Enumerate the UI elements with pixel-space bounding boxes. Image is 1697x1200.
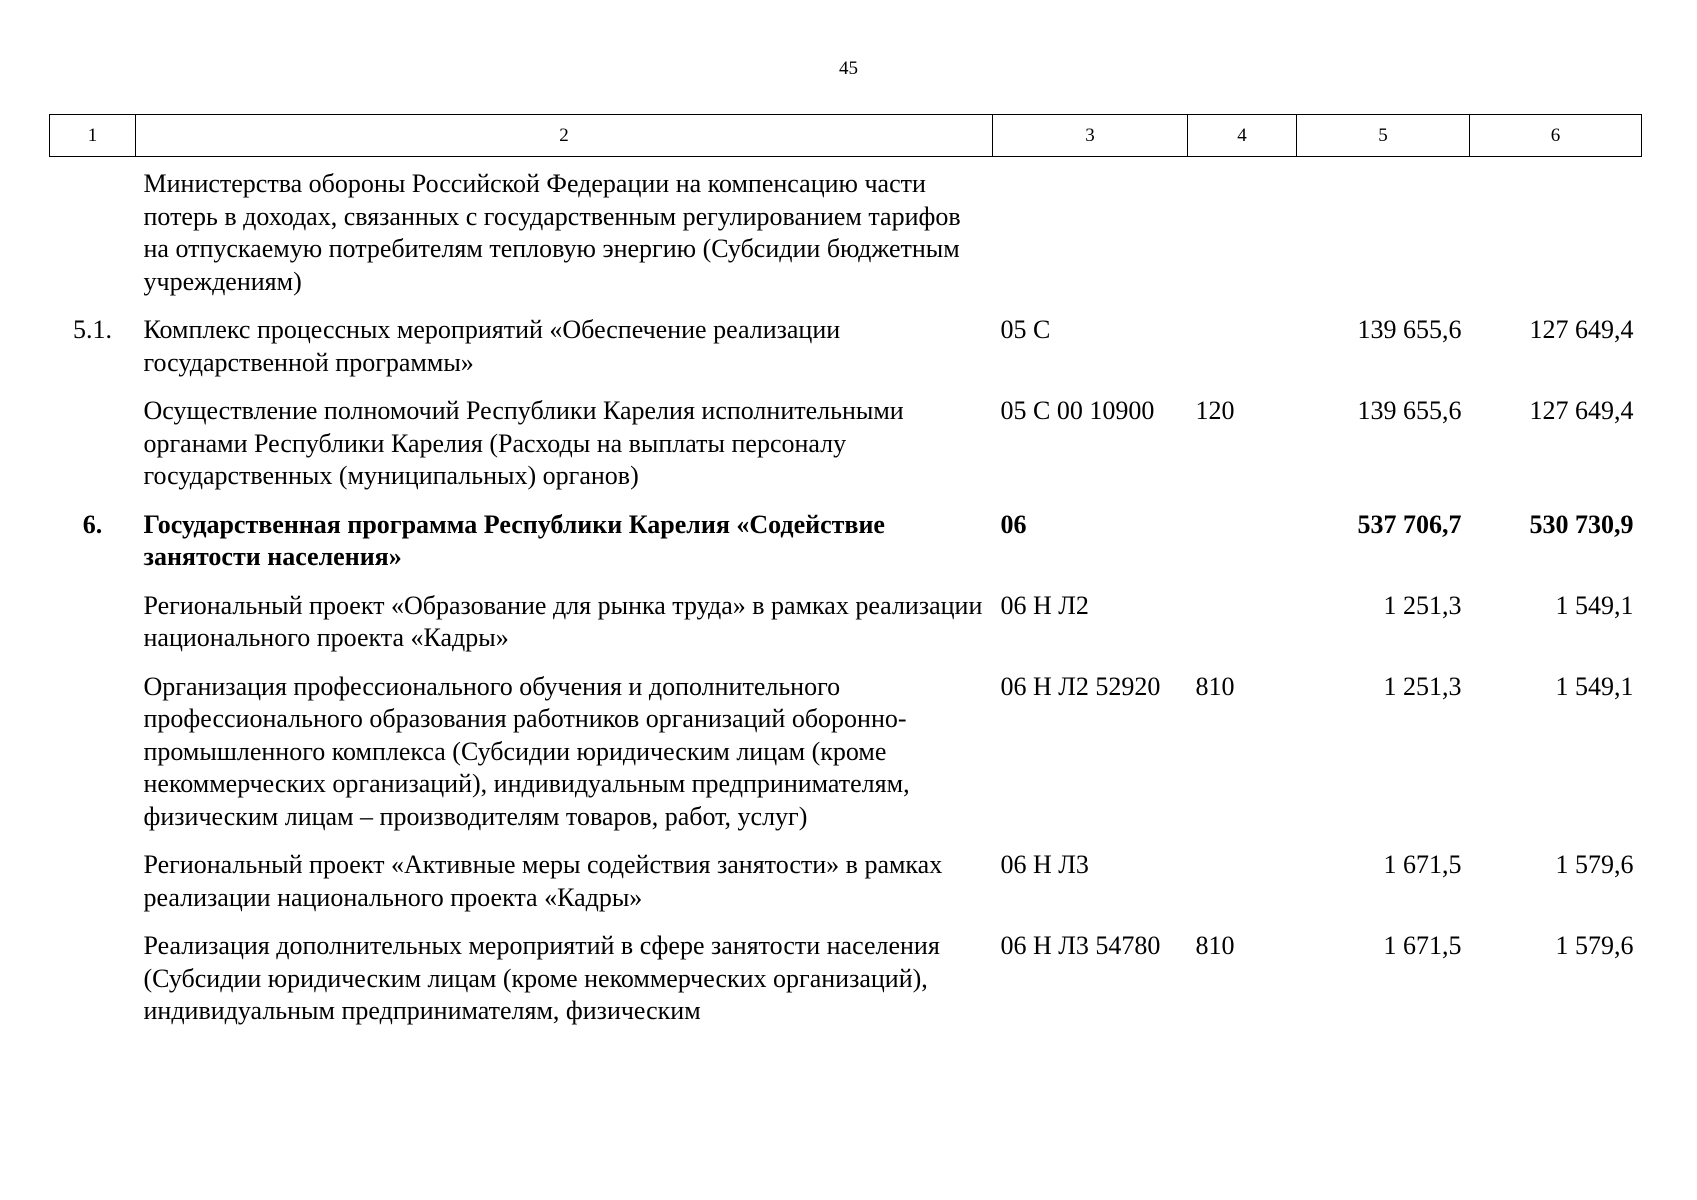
amount-col-5: 139 655,6: [1357, 315, 1462, 344]
table-row: [50, 849, 1642, 930]
amount-col-6: 1 579,6: [1555, 931, 1634, 960]
column-header-5: 5: [1297, 115, 1470, 157]
expense-type: 810: [1195, 931, 1235, 960]
expense-type: [1188, 509, 1297, 590]
column-header-1: 1: [50, 115, 136, 157]
budget-table: [49, 114, 1642, 1044]
amount-col-6: 127 649,4: [1529, 315, 1634, 344]
column-number-header-row: [50, 115, 1642, 157]
amount-col-6: 1 549,1: [1555, 590, 1634, 620]
item-name: Министерства обороны Российской Федерации на компенсацию части потерь в доходах, связанных с государственным регулированием тарифов на отпускаемую потребителям тепловую энергию (Субсидии бюджетным учреждениям): [143, 169, 961, 296]
target-code: 06: [1000, 509, 1027, 539]
amount-col-6: [1470, 157, 1642, 315]
item-name: Государственная программа Республики Карелия «Содействие занятости населения»: [143, 509, 885, 571]
target-code: 06 Н Л3 54780: [1000, 931, 1161, 960]
row-number: [50, 395, 136, 509]
amount-col-6: 127 649,4: [1529, 396, 1634, 425]
table-row: [50, 314, 1642, 395]
target-code: 06 Н Л2 52920: [1000, 671, 1161, 701]
row-number: [50, 590, 136, 671]
row-number: 6.: [82, 509, 103, 539]
row-number: [50, 671, 136, 850]
target-code: [993, 157, 1188, 315]
item-name: Региональный проект «Активные меры содействия занятости» в рамках реализации национального проекта «Кадры»: [143, 850, 943, 912]
item-name: Осуществление полномочий Республики Карелия исполнительными органами Республики Карелия (Расходы на выплаты персоналу государственных (муниципальных) органов): [143, 396, 904, 490]
amount-col-6: 530 730,9: [1529, 509, 1634, 539]
expense-type: [1188, 590, 1297, 671]
amount-col-5: 537 706,7: [1357, 509, 1462, 539]
item-name: Комплекс процессных мероприятий «Обеспечение реализации государственной программы»: [143, 315, 841, 377]
table-row: [50, 930, 1642, 1044]
row-number: [50, 930, 136, 1044]
item-name: Организация профессионального обучения и дополнительного профессионального образования работников организаций оборонно-промышленного комплекса (Субсидии юридическим лицам (кроме некоммерческих организаций), индивидуальным предпринимателям, физическим лицам – производителям товаров, работ, услуг): [143, 671, 910, 831]
page-number: 45: [839, 58, 858, 79]
item-name: Региональный проект «Образование для рынка труда» в рамках реализации национального проекта «Кадры»: [143, 590, 983, 652]
expense-type: [1188, 157, 1297, 315]
row-number: 5.1.: [73, 315, 112, 344]
amount-col-6: 1 579,6: [1555, 850, 1634, 879]
table-row: [50, 509, 1642, 590]
amount-col-5: 1 251,3: [1383, 590, 1462, 620]
amount-col-5: 1 251,3: [1383, 671, 1462, 701]
item-name: Реализация дополнительных мероприятий в сфере занятости населения (Субсидии юридическим лицам (кроме некоммерческих организаций), индивидуальным предпринимателям, физическим: [143, 931, 940, 1025]
row-number: [50, 157, 136, 315]
table-row: [50, 671, 1642, 850]
table-row: [50, 395, 1642, 509]
row-number: [50, 849, 136, 930]
table-row: [50, 590, 1642, 671]
amount-col-5: [1297, 157, 1470, 315]
amount-col-5: 1 671,5: [1383, 850, 1462, 879]
column-header-4: 4: [1188, 115, 1297, 157]
amount-col-6: 1 549,1: [1555, 671, 1634, 701]
column-header-3: 3: [993, 115, 1188, 157]
target-code: 05 С: [1000, 315, 1051, 344]
amount-col-5: 139 655,6: [1357, 396, 1462, 425]
amount-col-5: 1 671,5: [1383, 931, 1462, 960]
column-header-6: 6: [1470, 115, 1642, 157]
expense-type: 120: [1195, 396, 1235, 425]
column-header-2: 2: [136, 115, 993, 157]
target-code: 05 С 00 10900: [1000, 396, 1155, 425]
expense-type: [1188, 849, 1297, 930]
target-code: 06 Н Л3: [1000, 850, 1089, 879]
table-row: [50, 157, 1642, 315]
expense-type: [1188, 314, 1297, 395]
target-code: 06 Н Л2: [1000, 590, 1089, 620]
expense-type: 810: [1195, 671, 1235, 701]
